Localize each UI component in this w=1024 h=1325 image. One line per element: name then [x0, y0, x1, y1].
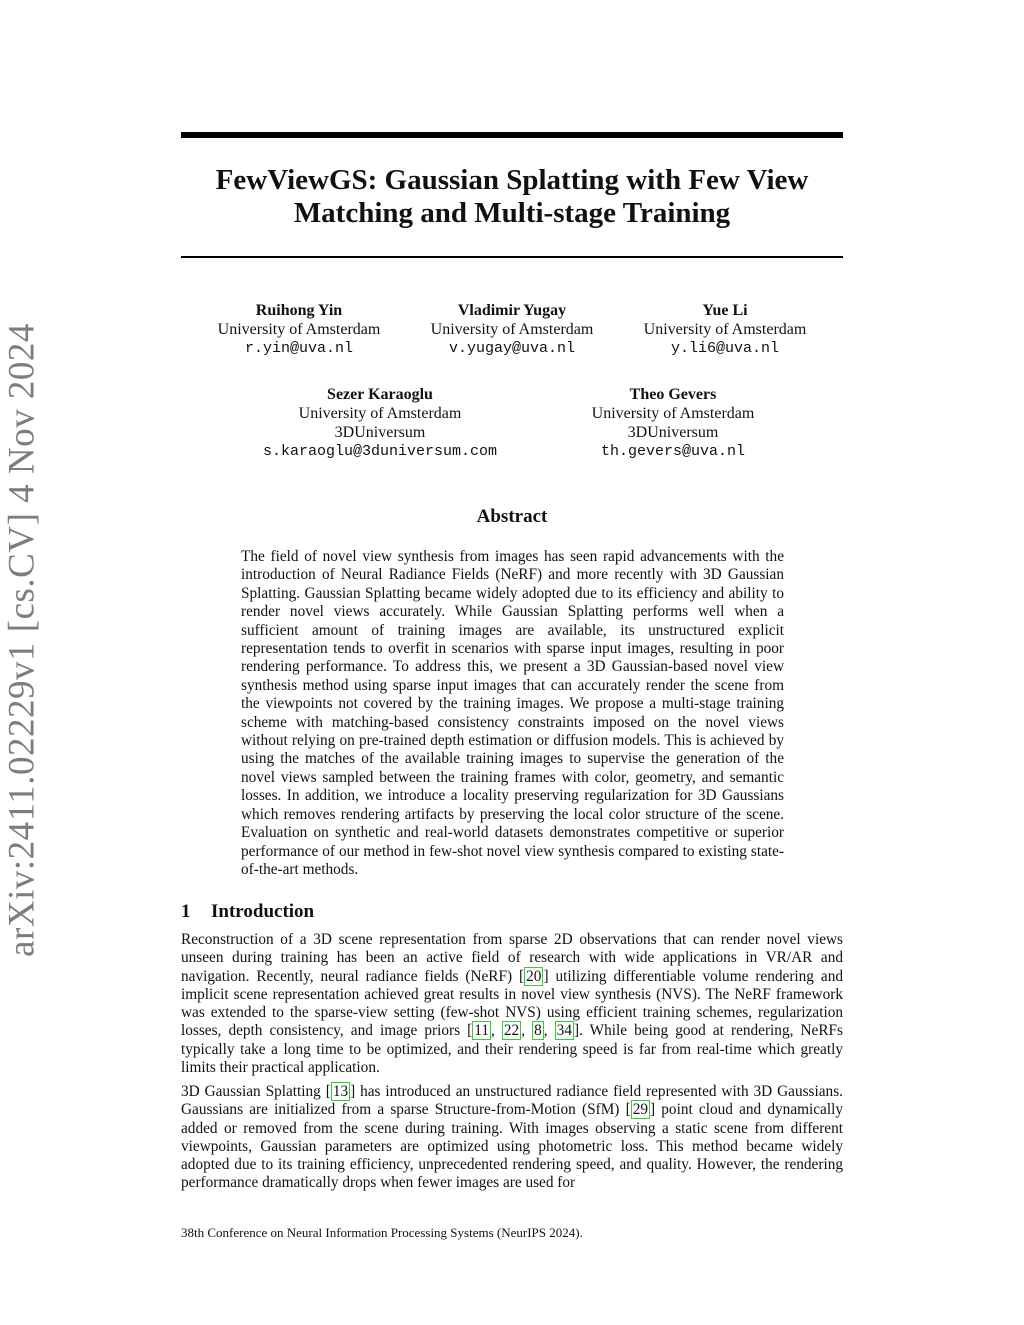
intro-paragraph-1 — [181, 931, 843, 1077]
author-block — [625, 301, 825, 358]
section-heading — [181, 901, 314, 923]
author-block — [199, 301, 399, 358]
citation-link[interactable]: 20 — [526, 967, 542, 985]
author-block — [250, 385, 510, 461]
paper-title — [181, 164, 843, 230]
paragraph-text: ] has introduced an unstructured radiance field represented with 3D Gaussians. Gaussians are initialized from a sparse Structure-from-Motion (SfM) [ — [181, 1083, 843, 1119]
intro-paragraph-2 — [181, 1083, 843, 1193]
author-name: Theo Gevers — [629, 386, 717, 403]
author-email[interactable]: r.yin@uva.nl — [244, 340, 354, 357]
author-affiliation-secondary: 3DUniversum — [334, 424, 426, 441]
citation-link[interactable]: 22 — [503, 1022, 520, 1040]
paragraph-text: ] utilizing differentiable volume rendering and implicit scene representation achieved great results in novel view synthesis (NVS). The NeRF framework was extended to the sparse-view setting (few-shot NVS) using efficient training schemes, regularization losses, depth consistency, and image priors [ — [181, 967, 843, 1040]
arxiv-identifier-text: arXiv:2411.02229v1 [cs.CV] 4 Nov 2024 — [1, 323, 43, 957]
citation-link[interactable]: 34 — [556, 1022, 572, 1040]
citation-separator: , — [521, 1022, 533, 1040]
author-affiliation: University of Amsterdam — [217, 321, 381, 338]
conference-footnote: 38th Conference on Neural Information Processing Systems (NeurIPS 2024). — [181, 1225, 583, 1240]
author-name: Yue Li — [702, 302, 748, 319]
title-rule-bottom — [181, 256, 843, 258]
title-rule-top — [181, 132, 843, 138]
author-affiliation: University of Amsterdam — [298, 405, 462, 422]
author-email[interactable]: s.karaoglu@3duniversum.com — [262, 443, 498, 460]
author-name: Ruihong Yin — [255, 302, 343, 319]
author-name: Vladimir Yugay — [457, 302, 567, 319]
author-block — [412, 301, 612, 358]
title-line-2: Matching and Multi-stage Training — [293, 197, 731, 229]
author-affiliation: University of Amsterdam — [430, 321, 594, 338]
author-email[interactable]: y.li6@uva.nl — [670, 340, 780, 357]
section-title: Introduction — [211, 901, 315, 922]
author-email[interactable]: th.gevers@uva.nl — [600, 443, 746, 460]
author-name: Sezer Karaoglu — [327, 386, 433, 403]
citation-separator: , — [491, 1022, 502, 1040]
citation-link[interactable]: 13 — [332, 1083, 349, 1100]
author-affiliation: University of Amsterdam — [591, 405, 755, 422]
citation-separator: , — [543, 1022, 555, 1040]
abstract-heading: Abstract — [476, 506, 548, 527]
section-number: 1 — [181, 901, 191, 922]
paragraph-text: Reconstruction of a 3D scene representation from sparse 2D observations that can render novel views unseen during training has been an active field of research with wide applications in VR/AR and navigation. Recently, neural radiance fields (NeRF) [ — [181, 931, 843, 985]
citation-link[interactable]: 8 — [534, 1022, 542, 1040]
paragraph-text: ] point cloud and dynamically added or removed from the scene during training. With images observing a static scene from different viewpoints, Gaussian parameters are optimized using photometric loss. This method became widely adopted due to its training efficiency, unprecedented rendering speed, and quality. However, the rendering performance dramatically drops when fewer images are used for — [181, 1101, 843, 1192]
abstract-text: The field of novel view synthesis from images has seen rapid advancements with the introduction of Neural Radiance Fields (NeRF) and more recently with 3D Gaussian Splatting. Gaussian Splatting became widely adopted due to its efficiency and ability to render novel views accurately. While Gaussian Splatting performs well when a sufficient amount of training images are available, its unstructured explicit representation tends to overfit in scenarios with sparse input images, resulting in poor rendering performance. To address this, we present a 3D Gaussian-based novel view synthesis method using sparse input images that can accurately render the scene from the viewpoints not covered by the training images. We propose a multi-stage training scheme with matching-based consistency constraints imposed on the novel views without relying on pre-trained depth estimation or diffusion models. This is achieved by using the matches of the available training images to supervise the generation of the novel views sampled between the training frames with color, geometry, and semantic losses. In addition, we introduce a locality preserving regularization for 3D Gaussians which removes rendering artifacts by preserving the local color structure of the scene. Evaluation on synthetic and real-world datasets demonstrates competitive or superior performance of our method in few-shot novel view synthesis compared to existing state-of-the-art methods. — [241, 548, 784, 878]
citation-link[interactable]: 11 — [474, 1022, 489, 1040]
author-email[interactable]: v.yugay@uva.nl — [448, 340, 576, 357]
citation-link[interactable]: 29 — [632, 1101, 648, 1119]
title-line-1: FewViewGS: Gaussian Splatting with Few View — [215, 164, 809, 196]
author-block — [563, 385, 783, 461]
paragraph-text: ]. While being good at rendering, NeRFs typically take a long time to be optimized, and their rendering speed is far from real-time which greatly limits their practical application. — [181, 1022, 843, 1077]
author-affiliation-secondary: 3DUniversum — [627, 424, 719, 441]
author-affiliation: University of Amsterdam — [643, 321, 807, 338]
paragraph-text: 3D Gaussian Splatting [ — [181, 1083, 331, 1100]
